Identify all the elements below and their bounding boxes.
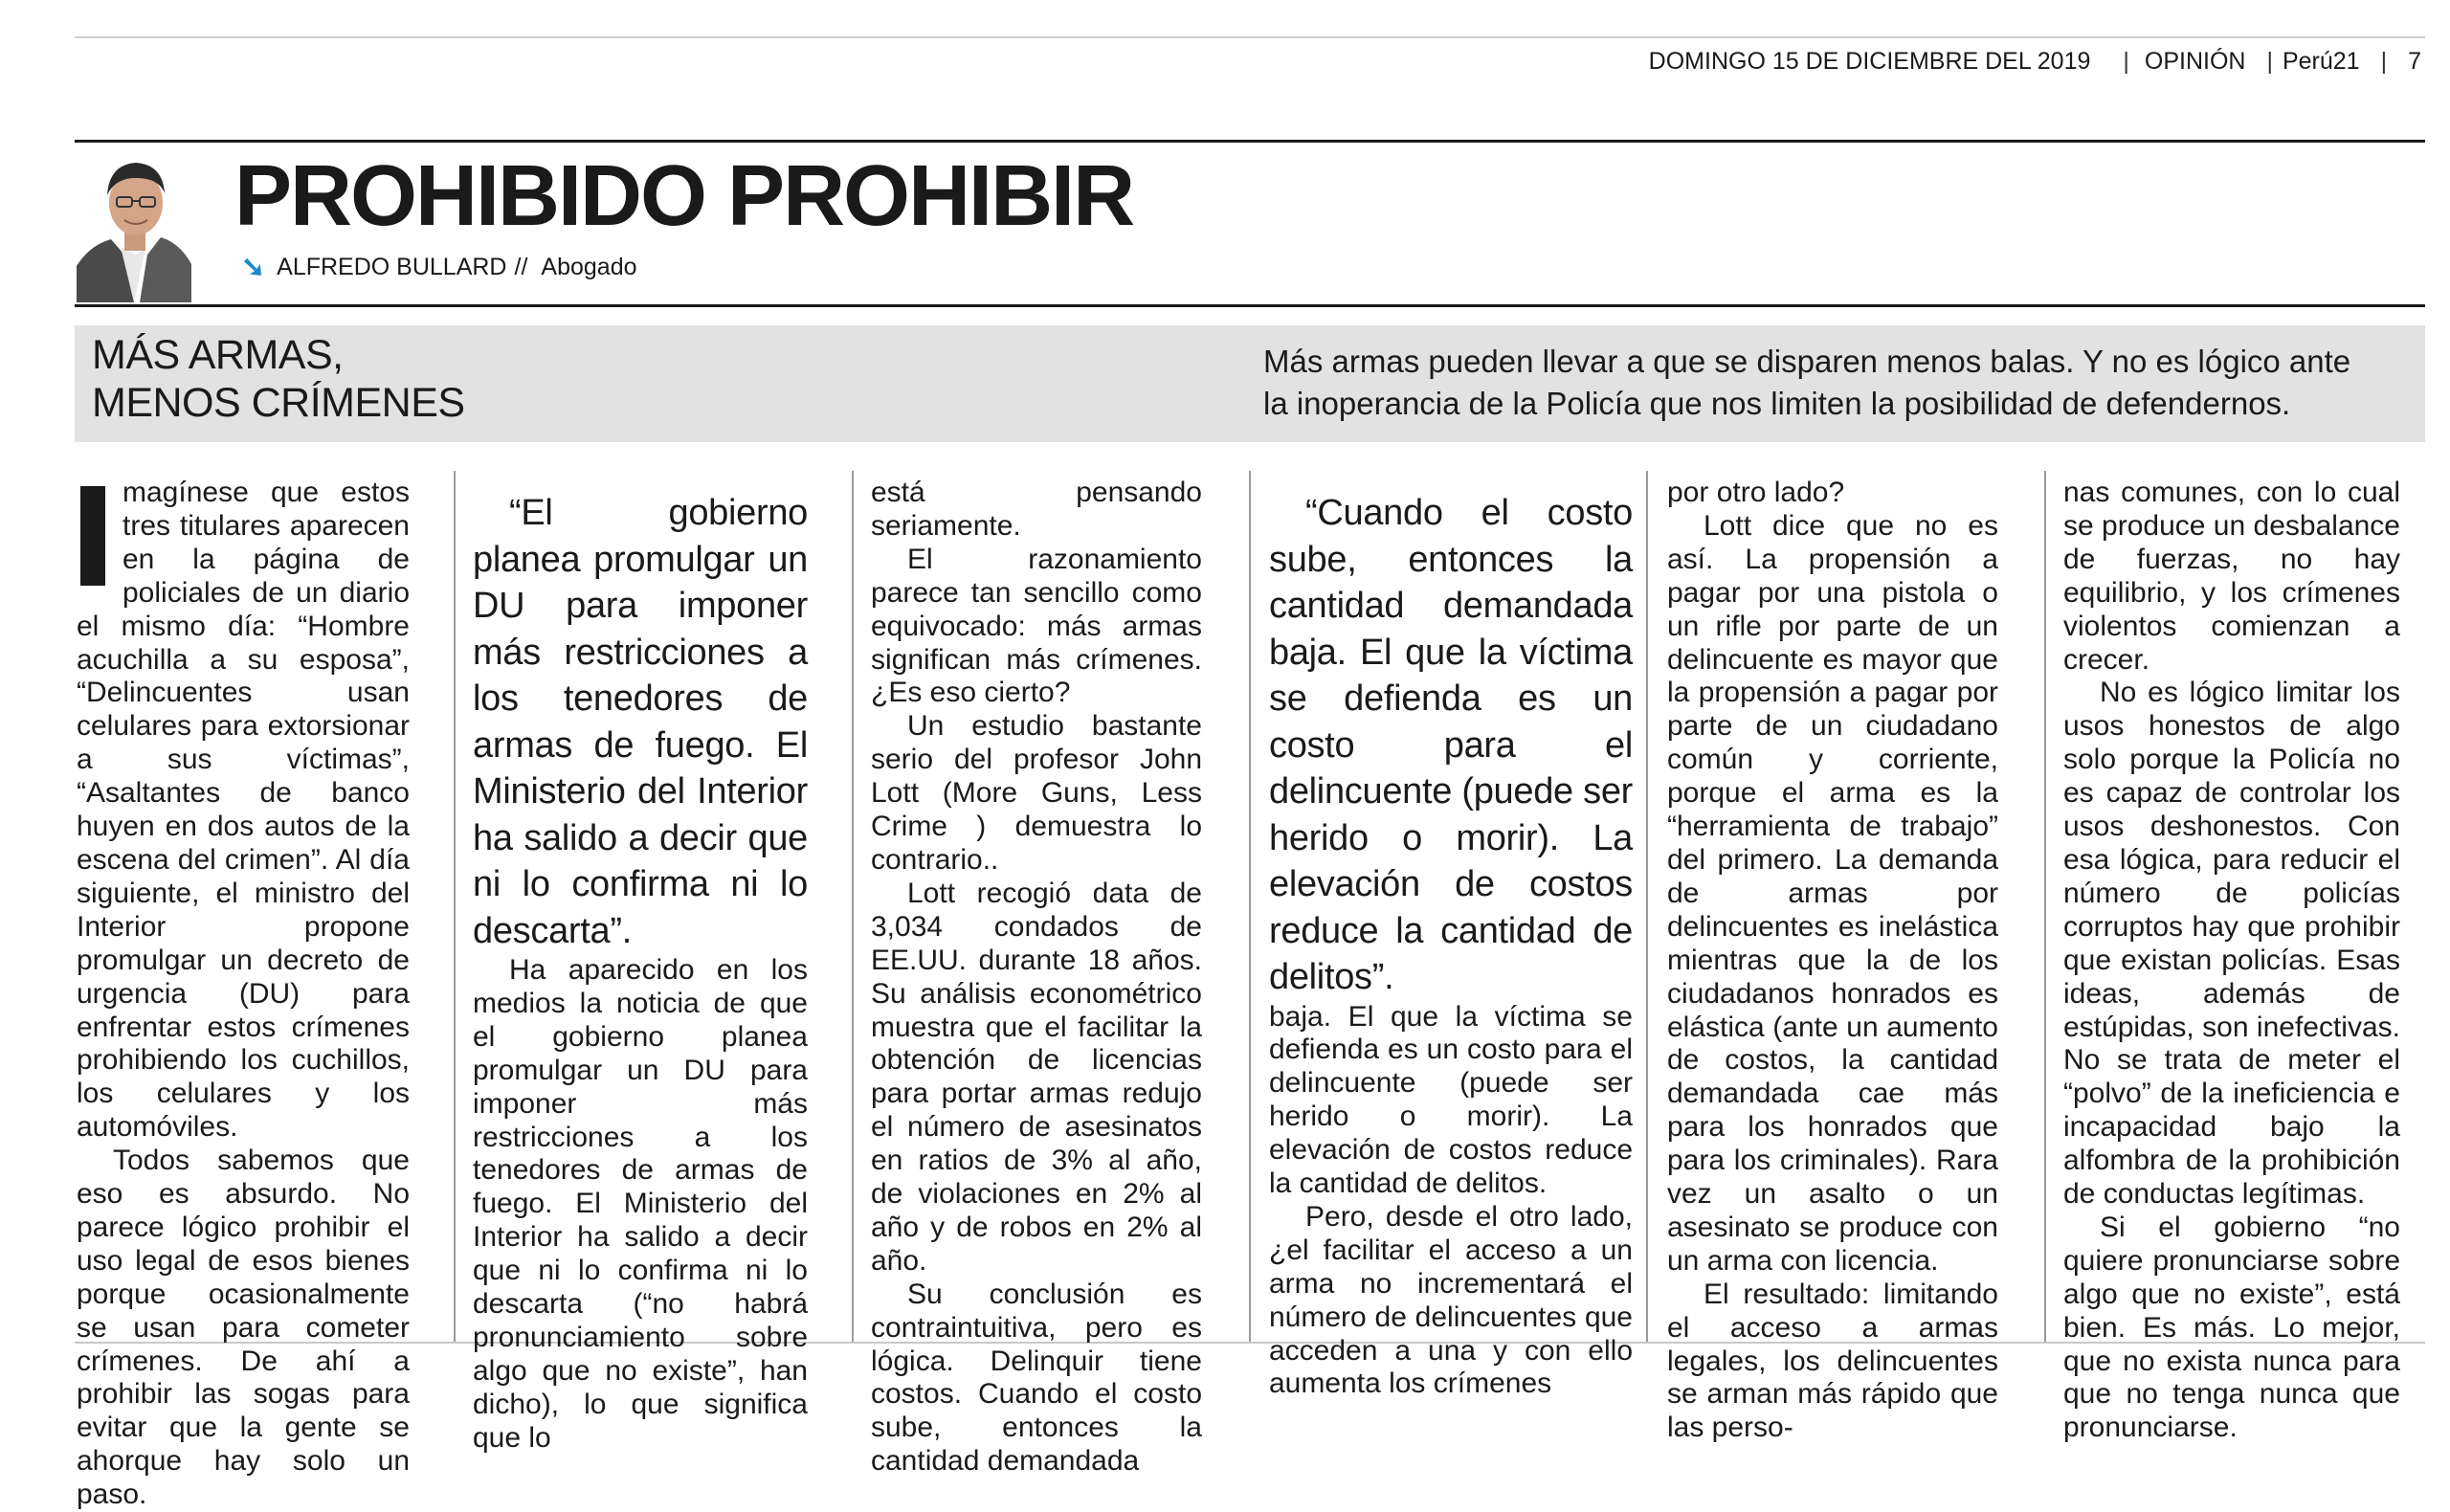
header-separator: |	[2380, 48, 2388, 75]
paragraph: está pensando seriamente.	[871, 477, 1202, 542]
paragraph: Todos sabemos que eso es absurdo. No parece lógico prohibir el uso legal de esos bienes porque ocasionalmente se usan para cometer crímenes. De ahí a prohibir las sogas para evitar que la gente se ahorque hay solo un paso.	[77, 1145, 410, 1511]
text-column-2	[473, 490, 808, 1456]
paragraph: El razonamiento parece tan sencillo como equivocado: más armas significan más crímenes. ¿Es eso cierto?	[871, 543, 1202, 709]
column-divider	[1646, 471, 1648, 1342]
paragraph: magínese que estos tres titulares aparecen en la página de policiales de un diario el mismo día: “Hombre acuchilla a su esposa”, “Delincuentes usan celulares para extorsionar a sus víctimas”, “Asaltantes de banco huyen en dos autos de la escena del crimen”. Al día siguiente, el ministro del Interior propone promulgar un decreto de urgencia (DU) para enfrentar estos crímenes prohibiendo los cuchillos, los celulares y los automóviles.	[77, 477, 410, 1144]
page-header	[1649, 48, 2421, 76]
author-photo	[77, 144, 191, 302]
paragraph: El resultado: limitando el acceso a armas legales, los delincuentes se arman más rápido que las perso-	[1667, 1278, 1998, 1444]
author-name: ALFREDO BULLARD	[277, 254, 507, 280]
header-divider	[75, 140, 2425, 143]
column-divider	[2044, 471, 2046, 1342]
text-column-1	[77, 477, 410, 1512]
paragraph: Lott recogió data de 3,034 condados de EE.UU. durante 18 años. Su análisis econométrico muestra que el facilitar la obtención de licencias para portar armas redujo el número de asesinatos en ratios de 3% al año, de violaciones en 2% al año y de robos en 2% al año.	[871, 877, 1202, 1277]
paragraph: Ha aparecido en los medios la noticia de que el gobierno planea promulgar un DU para imponer más restricciones a los tenedores de armas de fuego. El Ministerio del Interior ha salido a decir que ni lo confirma ni lo descarta (“no habrá pronunciamiento sobre algo que no existe”, han dicho), lo que significa que lo	[473, 954, 808, 1454]
byline-separator: //	[514, 254, 528, 280]
paragraph: Su conclusión es contraintuitiva, pero es lógica. Delinquir tiene costos. Cuando el costo sube, entonces la cantidad demandada	[871, 1278, 1202, 1478]
headline-line: MÁS ARMAS,	[92, 332, 344, 378]
issue-date: DOMINGO 15 DE DICIEMBRE DEL 2019	[1648, 48, 2091, 75]
paragraph: por otro lado?	[1667, 477, 1845, 508]
text-column-5	[1667, 477, 1998, 1445]
pull-quote: “El gobierno planea promulgar un DU para imponer más restricciones a los tenedores de armas de fuego. El Ministerio del Interior ha salido a decir que ni lo confirma ni lo descarta”.	[473, 493, 808, 951]
pull-quote: “Cuando el costo sube, entonces la cantidad demandada baja. El que la víctima se defienda es un costo para el delincuente (puede ser herido o morir). La elevación de costos reduce la cantidad de delitos”.	[1269, 493, 1634, 997]
section-name: OPINIÓN	[2144, 48, 2246, 75]
headline-line: MENOS CRÍMENES	[92, 380, 465, 426]
column-divider	[1249, 471, 1251, 1342]
title-divider	[75, 304, 2425, 307]
column-divider	[852, 471, 854, 1342]
text-column-4	[1269, 490, 1633, 1401]
text-column-6	[2063, 477, 2400, 1445]
article-dek: Más armas pueden llevar a que se disparen menos balas. Y no es lógico ante la inoperancia de la Policía que nos limiten la posibilidad de defendernos.	[1263, 344, 2351, 421]
column-divider	[454, 471, 456, 1342]
top-rule	[75, 36, 2425, 38]
paragraph: Pero, desde el otro lado, ¿el facilitar el acceso a un arma no incrementará el número de delincuentes que acceden a una y con ello aumenta los crímenes	[1269, 1200, 1633, 1400]
paragraph: baja. El que la víctima se defienda es un costo para el delincuente (puede ser herido o morir). La elevación de costos reduce la cantidad de delitos.	[1269, 1000, 1633, 1200]
header-separator: |	[2266, 48, 2273, 75]
paragraph: nas comunes, con lo cual se produce un desbalance de fuerzas, no hay equilibrio, y los crímenes violentos comienzan a crecer.	[2063, 477, 2400, 676]
text-column-3	[871, 477, 1202, 1479]
paragraph: No es lógico limitar los usos honestos de algo solo porque la Policía no es capaz de controlar los usos deshonestos. Con esa lógica, para reducir el número de policías corruptos hay que prohibir que existan policías. Esas ideas, además de estúpidas, son inefectivas. No se trata de meter el “polvo” de la ineficiencia e incapacidad bajo la alfombra de la prohibición de conductas legítimas.	[2063, 677, 2400, 1211]
page-number: 7	[2408, 48, 2421, 75]
publication-name: Perú21	[2282, 48, 2360, 75]
paragraph: Un estudio bastante serio del profesor John Lott (More Guns, Less Crime ) demuestra lo contrario..	[871, 710, 1202, 876]
paragraph: Lott dice que no es así. La propensión a pagar por una pistola o un rifle por parte de un delincuente es mayor que la propensión a pagar por parte de un ciudadano común y corriente, porque el arma es la “herramienta de trabajo” del primero. La demanda de armas por delincuentes es inelástica mientras que la de los ciudadanos honrados es elástica (ante un aumento de costos, la cantidad demandada cae más para los honrados que para los criminales). Rara vez un asalto o un asesinato se produce con un arma con licencia.	[1667, 509, 1998, 1277]
article-headline	[92, 331, 465, 427]
byline	[241, 251, 637, 284]
drop-cap	[80, 486, 105, 586]
author-role: Abogado	[541, 254, 637, 280]
paragraph: Si el gobierno “no quiere pronunciarse sobre algo que no existe”, está bien. Es más. Lo mejor, que no exista nunca para que no tenga nunca que pronunciarse.	[2063, 1211, 2400, 1444]
column-title: PROHIBIDO PROHIBIR	[234, 148, 1134, 244]
header-separator: |	[2123, 48, 2129, 75]
south-east-arrow-icon: ➘	[241, 252, 266, 283]
